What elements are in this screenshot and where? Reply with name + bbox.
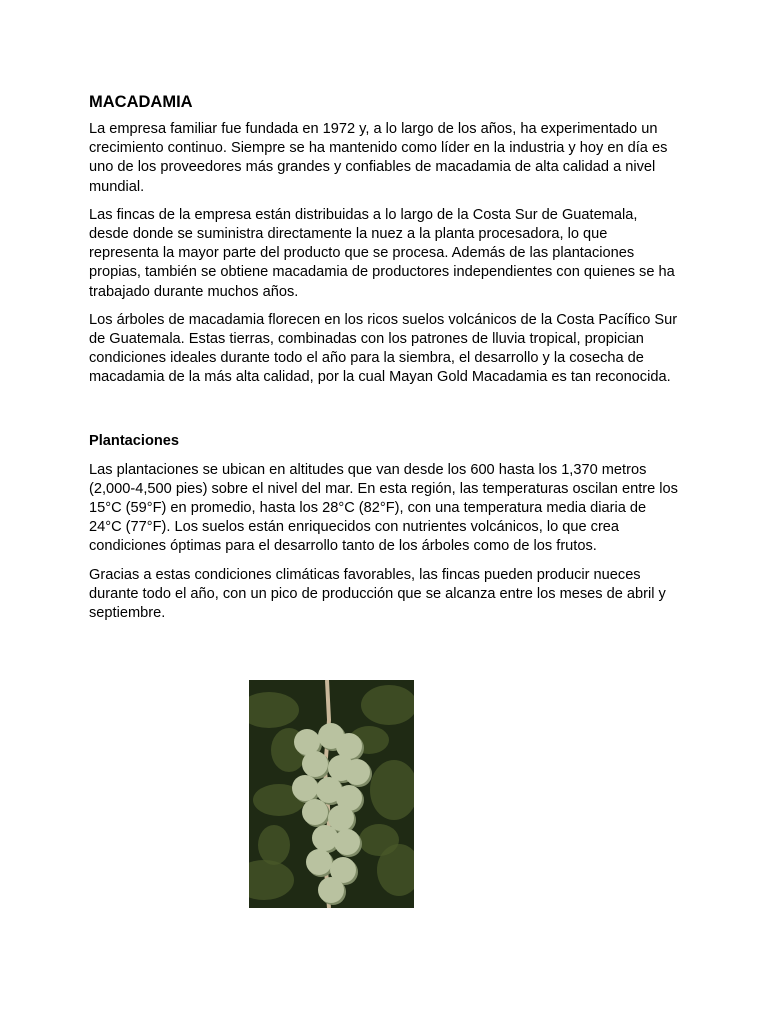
intro-paragraph-2: Las fincas de la empresa están distribuidas a lo largo de la Costa Sur de Guatemala, desde donde se suministra directamente la nuez a la planta procesadora, lo que representa la mayor parte del producto que se procesa. Además de las plantaciones propias, también se obtiene macadamia de productores independientes con quienes se ha trabajado durante muchos años. (89, 206, 675, 300)
nut (344, 759, 370, 785)
nut (302, 751, 328, 777)
document-title: MACADAMIA (89, 93, 193, 111)
section-paragraph-1: Las plantaciones se ubican en altitudes que van desde los 600 hasta los 1,370 metros (2,000-4,500 pies) sobre el nivel del mar. En esta región, las temperaturas oscilan entre los 15°C (59°F) en promedio, hasta los 28°C (82°F), con una temperatura media diaria de 24°C (77°F). Los suelos están enriquecidos con nutrientes volcánicos, lo que crea condiciones óptimas para el desarrollo tanto de los árboles como de los frutos. (89, 461, 678, 555)
section-title-plantaciones: Plantaciones (89, 432, 180, 449)
nut (292, 775, 318, 801)
nut (306, 849, 332, 875)
macadamia-cluster-photo (249, 680, 414, 908)
intro-paragraph-3: Los árboles de macadamia florecen en los ricos suelos volcánicos de la Costa Pacífico Sur de Guatemala. Estas tierras, combinadas con los patrones de lluvia tropical, propician condiciones ideales durante todo el año para la siembra, el desarrollo y la cosecha de macadamia de la más alta calidad, por la cual Mayan Gold Macadamia es tan reconocida. (89, 311, 678, 386)
macadamia-photo-icon (249, 680, 414, 908)
nut (312, 825, 338, 851)
nut (334, 829, 360, 855)
section-paragraph-2: Gracias a estas condiciones climáticas favorables, las fincas pueden producir nueces durante todo el año, con un pico de producción que se alcanza entre los meses de abril y septiembre. (89, 566, 666, 622)
foliage-leaf (359, 824, 399, 856)
intro-paragraph-1: La empresa familiar fue fundada en 1972 y, a lo largo de los años, ha experimentado un crecimiento continuo. Siempre se ha mantenido como líder en la industria y hoy en día es uno de los proveedores más grandes y confiables de macadamia de alta calidad a nivel mundial. (89, 121, 668, 195)
foliage-leaf (258, 825, 290, 865)
document-page (89, 92, 681, 632)
nut (302, 799, 328, 825)
nut (318, 877, 344, 903)
